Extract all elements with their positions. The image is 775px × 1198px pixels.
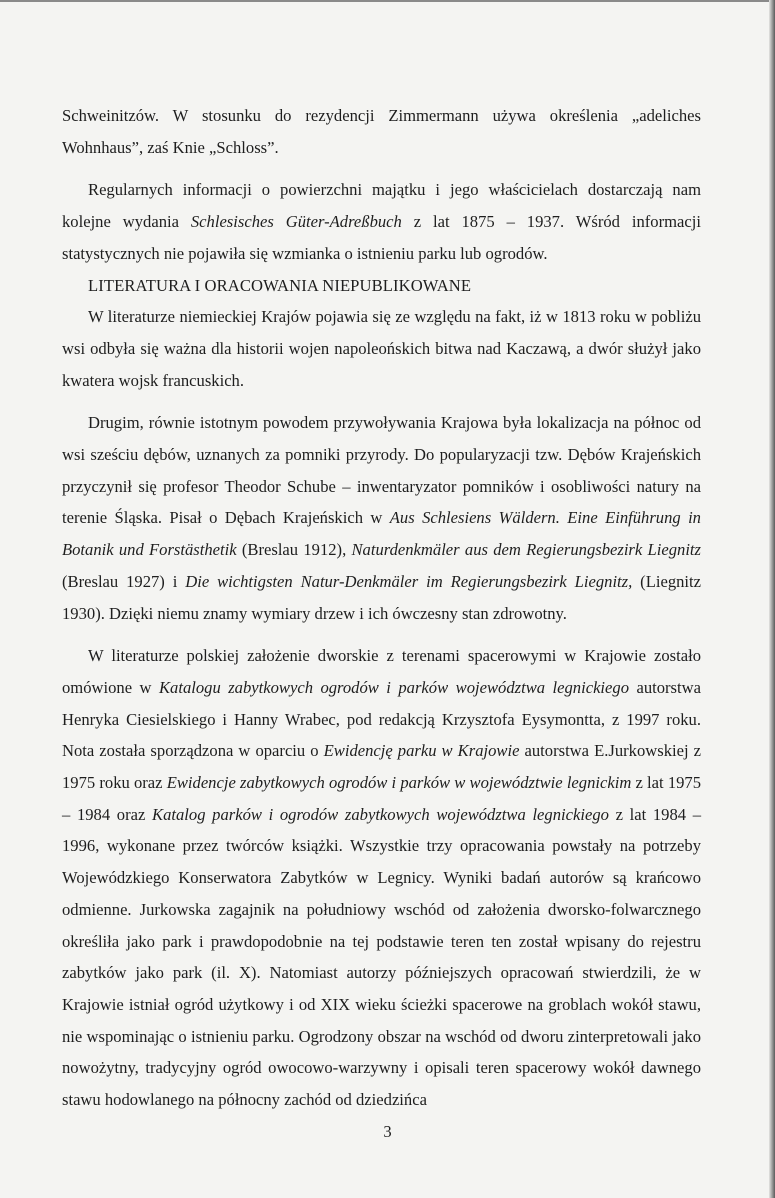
text-block-intro (62, 100, 701, 270)
text-run: Schweinitzów. W stosunku do rezydencji Zimmermann używa określenia „adeliches Wohnhaus”, zaś Knie „Schloss”. (62, 106, 701, 157)
text-run: Regularnych informacji o powierzchni majątku i jego właścicielach dostarczają nam kolejne wydania (62, 180, 701, 232)
text-run: (Breslau 1912), (236, 540, 352, 560)
text-run: autorstwa E.Jurkowskiej z 1975 roku oraz (62, 741, 701, 793)
text-run: W literaturze polskiej założenie dworskie z terenami spacerowymi w Krajowie zostało omówione w (62, 646, 701, 697)
italic-title: Katalogu zabytkowych ogrodów i parków województwa legnickiego (158, 677, 629, 697)
italic-title: Schlesisches Güter-Adreßbuch (190, 212, 402, 232)
text-run: W literaturze niemieckiej Krajów pojawia się ze względu na fakt, iż w 1813 roku w pobliżu wsi odbyła się ważna dla historii wojen napoleońskich bitwa nad Kaczawą, a dwór służył jako kwatera wojsk francuskich. (62, 307, 701, 390)
italic-title: Aus Schlesiens Wäldern. Eine Einführung in Botanik und Forstästhetik (62, 508, 701, 560)
scan-right-edge (769, 0, 775, 1198)
paragraph (62, 640, 701, 1116)
page-number: 3 (383, 1122, 392, 1141)
text-run: z lat 1984 – 1996, wykonane przez twórców książki. Wszystkie trzy opracowania powstały na potrzeby Wojewódzkiego Konserwatora Zabytków w Legnicy. Wyniki badań autorów są krańcowo odmienne. Jurkowska zagajnik na południowy wschód od założenia dworsko-folwarcznego określiła jako park i prawdopodobnie na tej podstawie teren ten został wpisany do rejestru zabytków jako park (il. X). Natomiast autorzy późniejszych opracowań stwierdzili, że w Krajowie istniał ogród użytkowy i od XIX wieku ścieżki spacerowe na groblach wokół stawu, nie wspominając o istnieniu parku. Ogrodzony obszar na wschód od dworu zinterpretowali jako nowożytny, tradycyjny ogród owocowo-warzywny i opisali teren spacerowy wokół dawnego stawu hodowlanego na północny zachód od dziedzińca (62, 804, 702, 1110)
italic-title: Katalog parków i ogrodów zabytkowych województwa legnickiego (152, 804, 609, 824)
text-run: (Liegnitz 1930). Dzięki niemu znamy wymiary drzew i ich ówczesny stan zdrowotny. (62, 571, 701, 623)
text-run: Drugim, równie istotnym powodem przywoływania Krajowa była lokalizacja na północ od wsi sześciu dębów, uznanych za pomniki przyrody. Do popularyzacji tzw. Dębów Krajeńskich przyczynił się profesor Theodor Schube – inwentaryzator pomników i osobliwości natury na terenie Śląska. Pisał o Dębach Krajeńskich w (62, 413, 701, 528)
italic-title: Die wichtigsten Natur-Denkmäler im Regierungsbezirk Liegnitz, (185, 571, 633, 591)
italic-title: Naturdenkmäler aus dem Regierungsbezirk Liegnitz (351, 540, 701, 560)
paragraph (62, 407, 701, 629)
section-heading: LITERATURA I ORACOWANIA NIEPUBLIKOWANE (88, 275, 472, 295)
text-run: z lat 1975 – 1984 oraz (62, 773, 702, 824)
text-block-literature (62, 301, 701, 1116)
paragraph (62, 301, 701, 396)
text-run: z lat 1875 – 1937. Wśród informacji statystycznych nie pojawiła się wzmianka o istnieniu parku lub ogrodów. (62, 212, 701, 263)
paragraph (62, 174, 701, 269)
paragraph (62, 100, 701, 163)
document-page (62, 100, 701, 1116)
italic-title: Ewidencję parku w Krajowie (323, 741, 520, 761)
scan-top-edge (0, 0, 775, 2)
text-run: autorstwa Henryka Ciesielskiego i Hanny Wrabec, pod redakcją Krzysztofa Eysymontta, z 1997 roku. Nota została sporządzona w oparciu o (62, 677, 701, 761)
text-run: (Breslau 1927) i (62, 571, 186, 591)
italic-title: Ewidencje zabytkowych ogrodów i parków w województwie legnickim (166, 773, 632, 793)
